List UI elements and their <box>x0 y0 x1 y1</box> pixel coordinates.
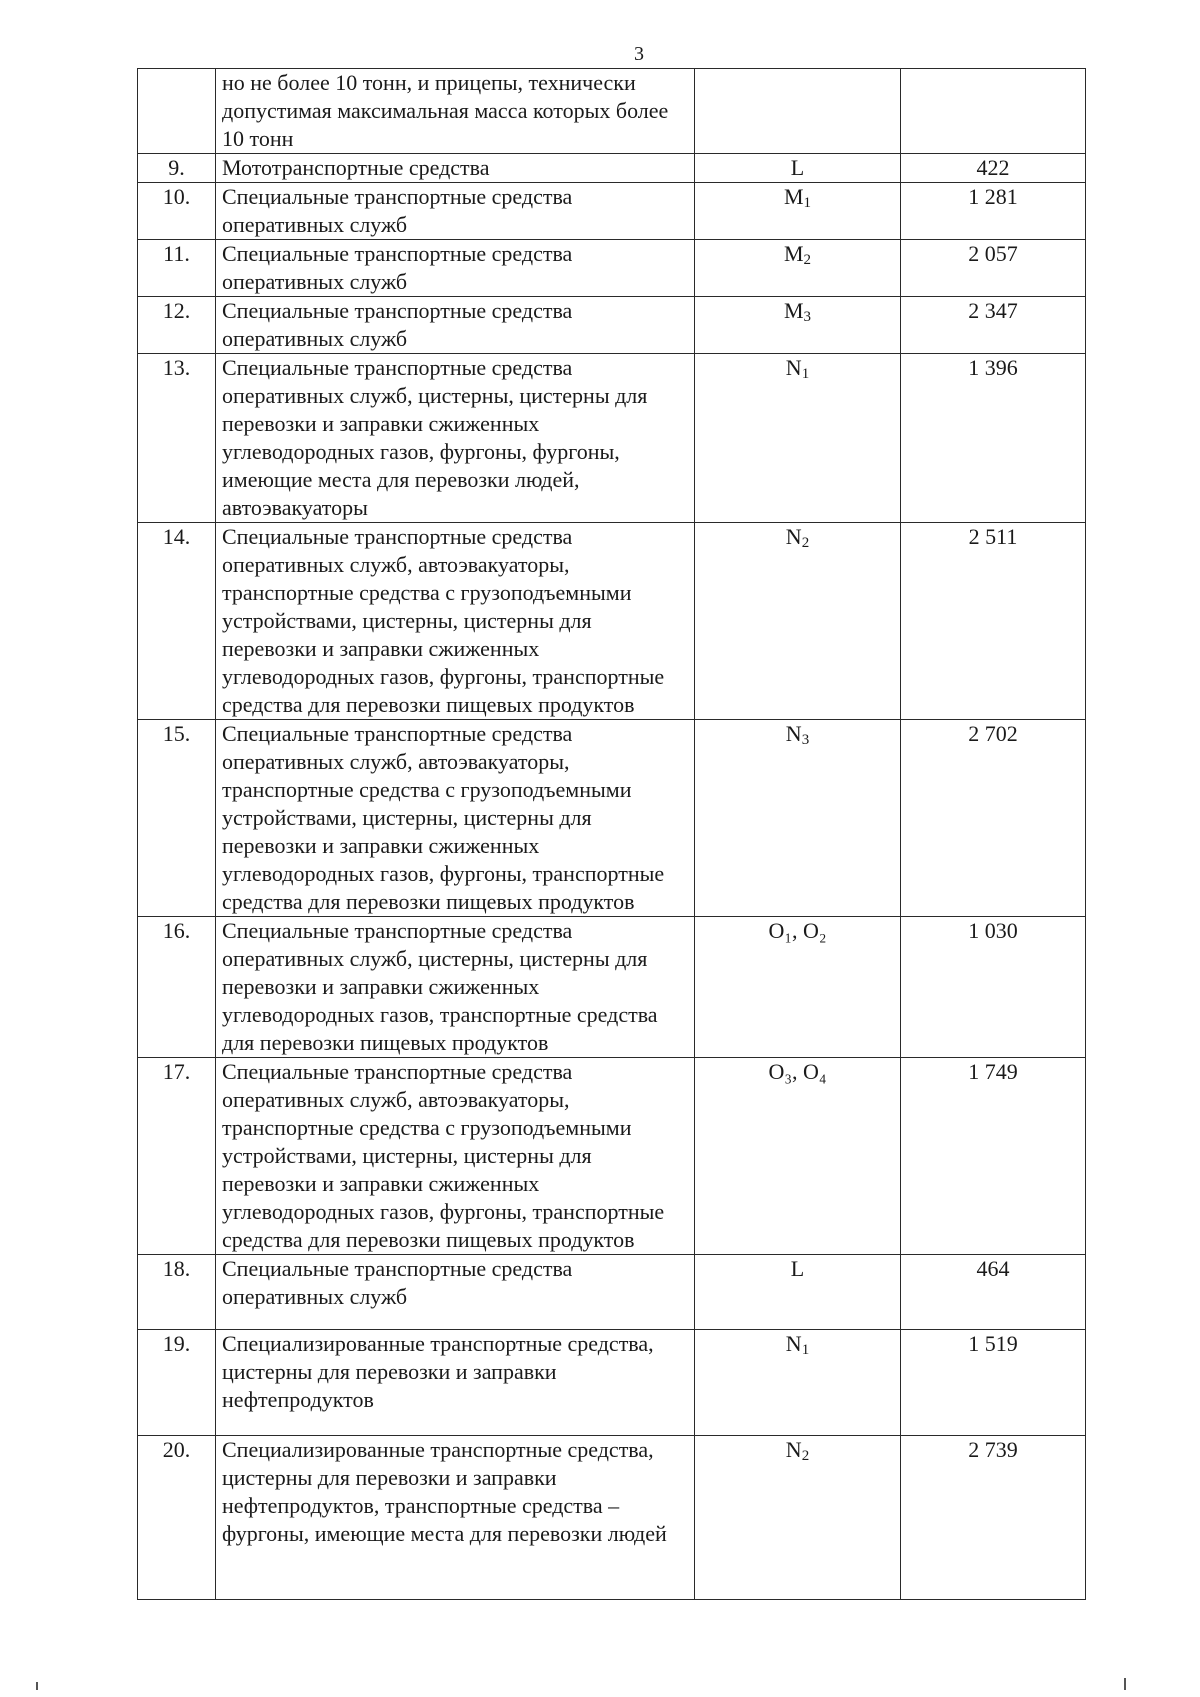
fee-table-body <box>138 69 1086 1600</box>
category-letter: M <box>783 298 804 323</box>
category-letter: O₁, O₂ <box>768 918 827 943</box>
fee-amount: 2 511 <box>901 523 1086 720</box>
fee-amount <box>901 69 1086 154</box>
vehicle-category <box>695 1330 901 1436</box>
vehicle-category <box>695 1436 901 1600</box>
vehicle-description: но не более 10 тонн, и прицепы, технически допустимая максимальная масса которых более 10 тонн <box>216 69 695 154</box>
fee-amount: 1 281 <box>901 183 1086 240</box>
vehicle-category <box>695 354 901 523</box>
vehicle-category <box>695 917 901 1058</box>
scan-mark-left <box>36 1682 38 1690</box>
category-letter: N <box>785 1437 802 1462</box>
category-subscript: 3 <box>801 732 810 748</box>
fee-amount: 422 <box>901 154 1086 183</box>
row-number: 18. <box>138 1255 216 1330</box>
vehicle-description: Специальные транспортные средства оперативных служб <box>216 1255 695 1330</box>
category-subscript: 2 <box>803 252 812 268</box>
table-row <box>138 1255 1086 1330</box>
category-letter: N <box>785 524 802 549</box>
fee-amount: 1 519 <box>901 1330 1086 1436</box>
table-row <box>138 720 1086 917</box>
category-letter: L <box>790 155 805 180</box>
vehicle-description: Специализированные транспортные средства, цистерны для перевозки и заправки нефтепродуктов <box>216 1330 695 1436</box>
fee-amount: 2 739 <box>901 1436 1086 1600</box>
table-row <box>138 917 1086 1058</box>
vehicle-description: Мототранспортные средства <box>216 154 695 183</box>
row-number <box>138 69 216 154</box>
vehicle-category <box>695 1058 901 1255</box>
page-number: 3 <box>634 43 644 65</box>
vehicle-category <box>695 1255 901 1330</box>
fee-amount: 464 <box>901 1255 1086 1330</box>
category-letter: N <box>785 355 802 380</box>
row-number: 14. <box>138 523 216 720</box>
vehicle-category <box>695 720 901 917</box>
scan-mark-right <box>1124 1678 1126 1690</box>
table-row <box>138 354 1086 523</box>
category-letter: O₃, O₄ <box>768 1059 827 1084</box>
row-number: 20. <box>138 1436 216 1600</box>
row-number: 15. <box>138 720 216 917</box>
category-subscript: 3 <box>803 309 812 325</box>
vehicle-category <box>695 183 901 240</box>
row-number: 19. <box>138 1330 216 1436</box>
vehicle-category <box>695 523 901 720</box>
row-number: 16. <box>138 917 216 1058</box>
category-subscript: 1 <box>803 195 812 211</box>
vehicle-description: Специальные транспортные средства оперативных служб <box>216 297 695 354</box>
category-subscript: 1 <box>801 1342 810 1358</box>
category-subscript: 2 <box>801 1448 810 1464</box>
category-letter: M <box>783 184 804 209</box>
vehicle-description: Специальные транспортные средства оперативных служб <box>216 183 695 240</box>
fee-amount: 2 057 <box>901 240 1086 297</box>
vehicle-description: Специальные транспортные средства оперативных служб, автоэвакуаторы, транспортные средства с грузоподъемными устройствами, цистерны, цистерны для перевозки и заправки сжиженных углеводородных газов, фургоны, транспортные средства для перевозки пищевых продуктов <box>216 720 695 917</box>
fee-amount: 2 702 <box>901 720 1086 917</box>
table-row <box>138 240 1086 297</box>
vehicle-description: Специализированные транспортные средства, цистерны для перевозки и заправки нефтепродуктов, транспортные средства – фургоны, имеющие места для перевозки людей <box>216 1436 695 1600</box>
row-number: 17. <box>138 1058 216 1255</box>
vehicle-category <box>695 154 901 183</box>
fee-amount: 1 396 <box>901 354 1086 523</box>
table-row <box>138 69 1086 154</box>
fee-table <box>137 68 1086 1600</box>
row-number: 10. <box>138 183 216 240</box>
table-row <box>138 297 1086 354</box>
vehicle-description: Специальные транспортные средства оперативных служб <box>216 240 695 297</box>
row-number: 9. <box>138 154 216 183</box>
fee-amount: 1 749 <box>901 1058 1086 1255</box>
table-row <box>138 1330 1086 1436</box>
category-subscript: 1 <box>801 366 810 382</box>
vehicle-category <box>695 69 901 154</box>
vehicle-description: Специальные транспортные средства оперативных служб, автоэвакуаторы, транспортные средства с грузоподъемными устройствами, цистерны, цистерны для перевозки и заправки сжиженных углеводородных газов, фургоны, транспортные средства для перевозки пищевых продуктов <box>216 523 695 720</box>
category-subscript: 2 <box>801 535 810 551</box>
table-row <box>138 183 1086 240</box>
table-row <box>138 523 1086 720</box>
table-row <box>138 1436 1086 1600</box>
table-row <box>138 1058 1086 1255</box>
vehicle-category <box>695 297 901 354</box>
row-number: 13. <box>138 354 216 523</box>
fee-amount: 2 347 <box>901 297 1086 354</box>
vehicle-category <box>695 240 901 297</box>
vehicle-description: Специальные транспортные средства оперативных служб, цистерны, цистерны для перевозки и заправки сжиженных углеводородных газов, транспортные средства для перевозки пищевых продуктов <box>216 917 695 1058</box>
vehicle-description: Специальные транспортные средства оперативных служб, автоэвакуаторы, транспортные средства с грузоподъемными устройствами, цистерны, цистерны для перевозки и заправки сжиженных углеводородных газов, фургоны, транспортные средства для перевозки пищевых продуктов <box>216 1058 695 1255</box>
vehicle-description: Специальные транспортные средства оперативных служб, цистерны, цистерны для перевозки и заправки сжиженных углеводородных газов, фургоны, фургоны, имеющие места для перевозки людей, автоэвакуаторы <box>216 354 695 523</box>
fee-amount: 1 030 <box>901 917 1086 1058</box>
row-number: 11. <box>138 240 216 297</box>
category-letter: L <box>790 1256 805 1281</box>
row-number: 12. <box>138 297 216 354</box>
category-letter: N <box>785 721 802 746</box>
category-letter: M <box>783 241 804 266</box>
category-letter: N <box>785 1331 802 1356</box>
table-row <box>138 154 1086 183</box>
